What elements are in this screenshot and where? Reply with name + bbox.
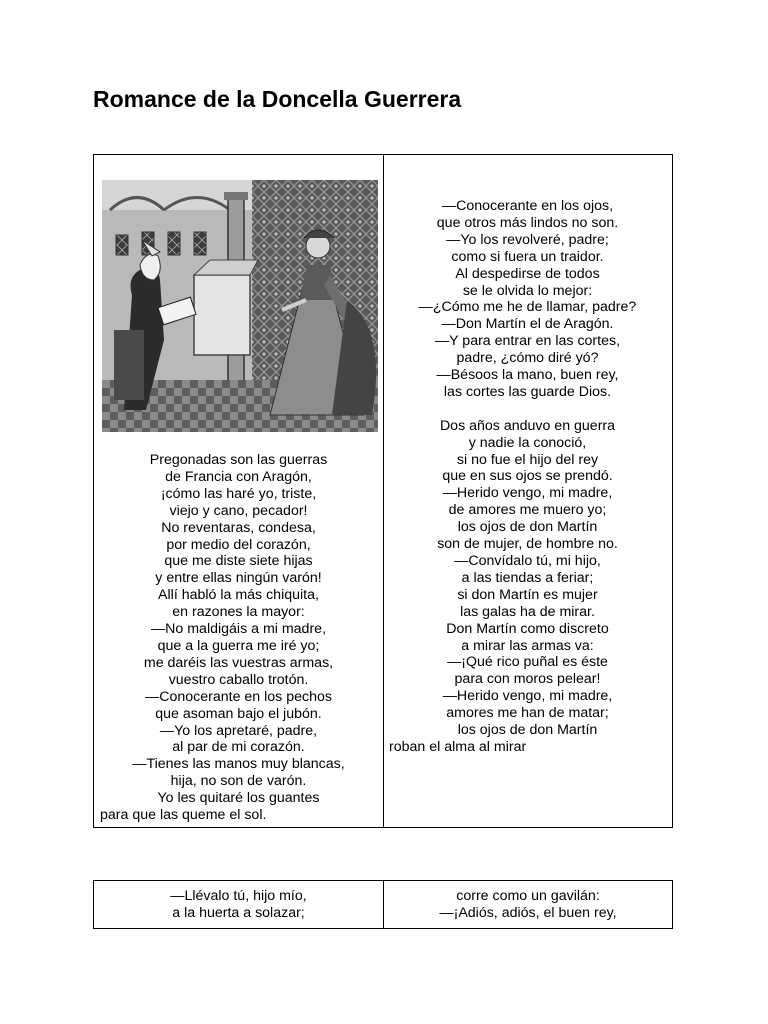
poem-line: y entre ellas ningún varón! — [155, 570, 322, 587]
poem-line: me daréis las vuestras armas, — [143, 654, 334, 671]
poem-line: son de mujer, de hombre no. — [437, 536, 618, 553]
poem-line: —Conocerante en los ojos, — [441, 198, 614, 214]
poem-line: si don Martín es mujer — [457, 586, 598, 603]
poem-line: de amores me muero yo; — [448, 502, 607, 519]
poem-line: amores me han de matar; — [446, 705, 609, 722]
poem-stanza-3 — [99, 888, 378, 922]
poem-line: —Tienes las manos muy blancas, — [132, 756, 345, 773]
poem-line: —Yo los apretaré, padre, — [159, 722, 318, 739]
poem-line: No reventaras, condesa, — [161, 519, 316, 536]
poem-line: como si fuera un traidor. — [451, 248, 604, 265]
poem-line: si no fue el hijo del rey — [456, 451, 599, 468]
poem-line: —Bésoos la mano, buen rey, — [436, 367, 619, 384]
poem-line: —Y para entrar en las cortes, — [434, 333, 621, 350]
poem-line: a la huerta a solazar; — [172, 904, 305, 921]
poem-line: —Yo los revolveré, padre; — [446, 231, 609, 248]
poem-line: al par de mi corazón. — [172, 739, 305, 756]
poem-table-continued — [93, 880, 673, 929]
poem-line: —¡Qué rico puñal es éste — [447, 654, 608, 671]
poem-line: en razones la mayor: — [172, 604, 305, 621]
poem-stanza-1 — [100, 452, 377, 824]
poem-line: los ojos de don Martín — [457, 722, 598, 739]
poem-line: las cortes las guarde Dios. — [443, 383, 612, 400]
poem-line: de Francia con Aragón, — [165, 468, 312, 485]
poem-line: Allí habló la más chiquita, — [158, 587, 319, 604]
poem-line: Al despedirse de todos — [455, 265, 600, 282]
poem-line: —¿Cómo me he de llamar, padre? — [418, 299, 637, 316]
poem-line: que asoman bajo el jubón. — [155, 705, 322, 722]
poem-line: se le olvida lo mejor: — [462, 282, 593, 299]
poem-line: corre como un gavilán: — [456, 888, 600, 904]
poem-line: —Convídalo tú, mi hijo, — [454, 553, 601, 570]
poem-line: ¡cómo las haré yo, triste, — [160, 485, 317, 502]
poem-line: —No maldigáis a mi madre, — [150, 621, 327, 638]
poem-line: —Llévalo tú, hijo mío, — [170, 888, 307, 904]
poem-line: a las tiendas a feriar; — [461, 569, 594, 586]
poem-line: para con moros pelear! — [454, 671, 601, 688]
poem-stanza-2 — [389, 198, 666, 756]
poem-line: que otros más lindos no son. — [436, 214, 619, 231]
poem-line: —Herido vengo, mi madre, — [442, 688, 613, 705]
poem-line: —Herido vengo, mi madre, — [442, 485, 613, 502]
poem-line: —Don Martín el de Aragón. — [441, 316, 614, 333]
poem-column-right — [383, 881, 672, 928]
poem-line: vuestro caballo trotón. — [168, 671, 309, 688]
document-title: Romance de la Doncella Guerrera — [93, 86, 462, 112]
poem-line: por medio del corazón, — [166, 536, 311, 553]
poem-line: roban el alma al mirar — [389, 738, 527, 755]
poem-line: —Conocerante en los pechos — [145, 688, 332, 705]
poem-line: Dos años anduvo en guerra — [439, 417, 616, 434]
poem-line: y nadie la conoció, — [468, 434, 587, 451]
poem-line: que en sus ojos se prendó. — [442, 468, 613, 485]
poem-column-left — [94, 881, 383, 928]
poem-stanza-4 — [389, 888, 667, 922]
poem-line: Pregonadas son las guerras — [149, 452, 328, 468]
stanza-gap — [389, 401, 666, 418]
medieval-miniature-illustration — [102, 180, 378, 432]
poem-line: hija, no son de varón. — [170, 773, 307, 790]
poem-table — [93, 154, 673, 828]
poem-line: Don Martín como discreto — [446, 620, 609, 637]
poem-line: Yo les quitaré los guantes — [157, 790, 320, 807]
poem-line: que a la guerra me iré yo; — [157, 637, 320, 654]
poem-column-right — [383, 155, 672, 827]
poem-line: a mirar las armas va: — [461, 637, 594, 654]
poem-line: que me diste siete hijas — [164, 553, 313, 570]
poem-line: padre, ¿cómo diré yó? — [456, 350, 599, 367]
poem-line: viejo y cano, pecador! — [169, 502, 308, 519]
poem-line: —¡Adiós, adiós, el buen rey, — [439, 904, 617, 921]
poem-line: los ojos de don Martín — [457, 519, 598, 536]
poem-column-left — [94, 155, 383, 827]
poem-line: para que las queme el sol. — [100, 807, 267, 824]
poem-line: las galas ha de mirar. — [460, 603, 595, 620]
